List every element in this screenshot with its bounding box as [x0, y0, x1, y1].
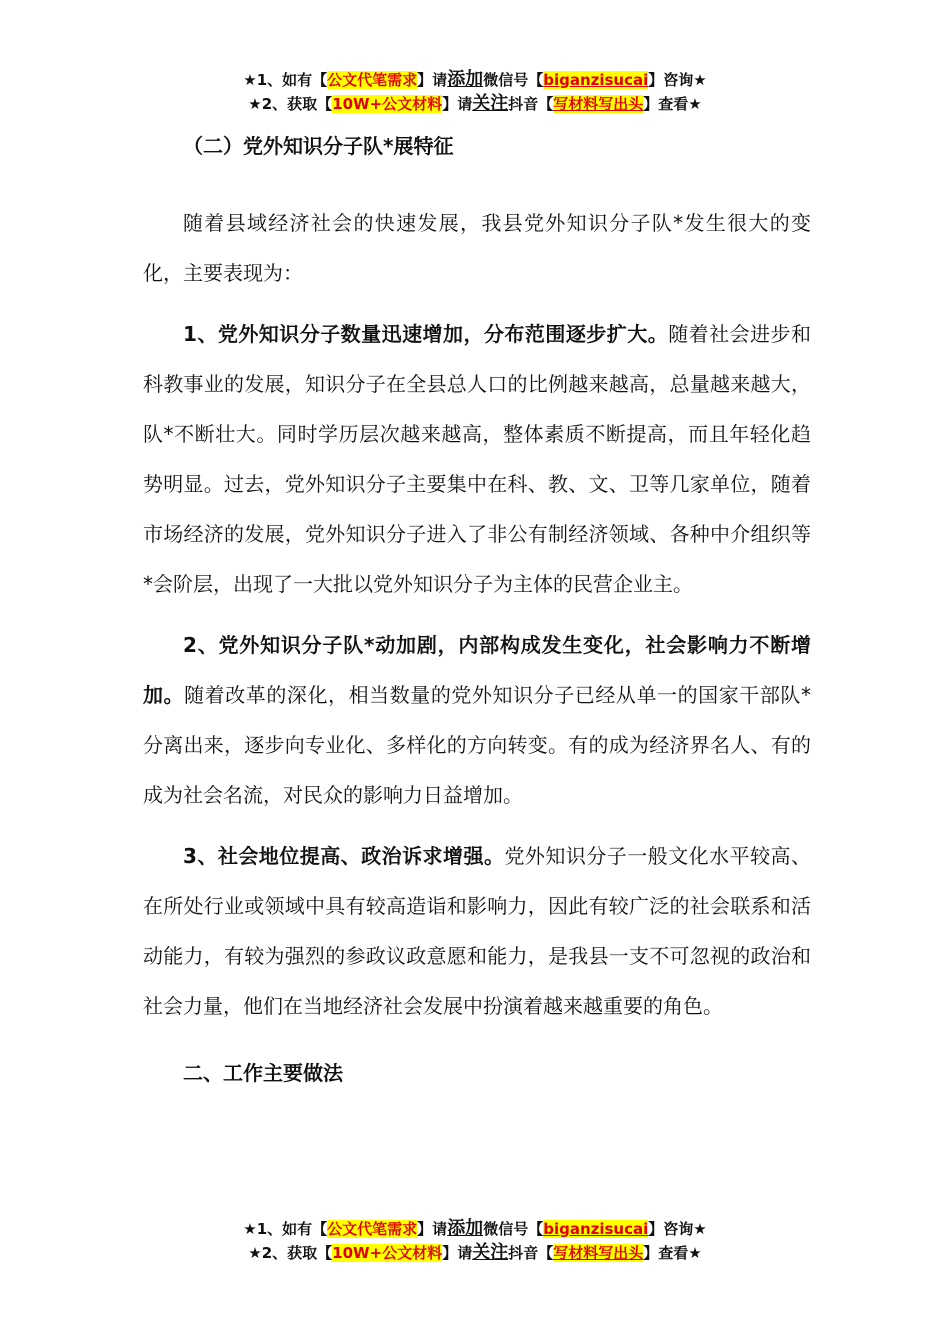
top-banner [0, 68, 950, 116]
banner-line-2: ★2、获取【10W+公文材料】请关注抖音【写材料写出头】查看★ [248, 93, 702, 114]
document-body [143, 128, 811, 1093]
paragraph-2: 2、党外知识分子队*动加剧，内部构成发生变化，社会影响力不断增加。随着改革的深化，相当数量的党外知识分子已经从单一的国家干部队*分离出来，逐步向专业化、多样化的方向转变。有的成为经济界名人、有的成为社会名流，对民众的影响力日益增加。 [143, 633, 811, 807]
section-heading: （二）党外知识分子队*展特征 [183, 134, 454, 158]
banner-line-1: ★1、如有【公文代笔需求】请添加微信号【biganzisucai】咨询★ [243, 1218, 707, 1239]
intro-paragraph: 随着县域经济社会的快速发展，我县党外知识分子队*发生很大的变化，主要表现为： [143, 211, 811, 285]
banner-line-2: ★2、获取【10W+公文材料】请关注抖音【写材料写出头】查看★ [248, 1242, 702, 1263]
paragraph-1: 1、党外知识分子数量迅速增加，分布范围逐步扩大。随着社会进步和科教事业的发展，知识分子在全县总人口的比例越来越高，总量越来越大，队*不断壮大。同时学历层次越来越高，整体素质不断提高，而且年轻化趋势明显。过去，党外知识分子主要集中在科、教、文、卫等几家单位，随着市场经济的发展，党外知识分子进入了非公有制经济领域、各种中介组织等*会阶层，出现了一大批以党外知识分子为主体的民营企业主。 [143, 322, 812, 596]
paragraph-3: 3、社会地位提高、政治诉求增强。党外知识分子一般文化水平较高、在所处行业或领域中具有较高造诣和影响力，因此有较广泛的社会联系和活动能力，有较为强烈的参政议政意愿和能力，是我县一支不可忽视的政治和社会力量，他们在当地经济社会发展中扮演着越来越重要的角色。 [143, 844, 812, 1018]
section-heading-2: 二、工作主要做法 [183, 1061, 343, 1085]
banner-line-1: ★1、如有【公文代笔需求】请添加微信号【biganzisucai】咨询★ [243, 69, 707, 90]
bottom-banner [0, 1217, 950, 1265]
